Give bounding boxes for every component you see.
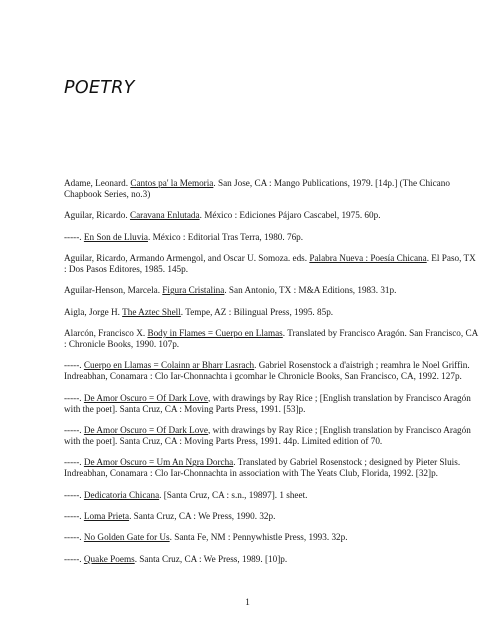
entry-author: -----.: [64, 511, 84, 522]
entry-author: Adame, Leonard.: [64, 178, 131, 188]
entry-title: Caravana Enlutada: [129, 210, 200, 221]
entry-details: . San Jose, CA : Mango Publications, 1979. [14p.] (The Chicano Chapbook Series, no.3): [64, 178, 450, 200]
entry-details: . Santa Cruz, CA : We Press, 1989. [10]p.: [134, 553, 288, 564]
entry-details: . Gabriel Rosenstock a d'aistrigh ; reamhra le Noel Griffin. Indreabhan, Conamara : Clo Iar-Chonnachta i gcomhar le Chronicle Books, San Francisco, CA, 1992. 127p.: [64, 360, 470, 382]
bibliography-entry: [64, 232, 480, 243]
section-heading: POETRY: [64, 78, 135, 98]
entry-title: The Aztec Shell: [122, 306, 181, 317]
entry-title: Body in Flames = Cuerpo en Llamas: [147, 327, 283, 338]
entry-title: Palabra Nueva : Poesía Chicana: [309, 252, 427, 263]
entry-title: Loma Prieta: [83, 511, 130, 522]
entry-title: Dedicatoria Chicana: [83, 489, 160, 500]
bibliography-entry: [64, 393, 480, 415]
entry-author: Alarcón, Francisco X.: [64, 327, 148, 338]
entry-author: -----.: [64, 425, 84, 435]
entry-title: Cantos pa' la Memoria: [130, 178, 214, 188]
entry-title: En Son de Lluvia: [83, 231, 148, 242]
bibliography-entry: [64, 253, 480, 275]
entry-details: . Translated by Francisco Aragón. San Francisco, CA : Chronicle Books, 1990. 107p.: [64, 327, 478, 349]
entry-title: Figura Cristalina: [162, 285, 225, 296]
bibliography-entry: [64, 490, 480, 501]
bibliography-entry: [64, 307, 480, 318]
entry-title: Cuerpo en Llamas = Colainn ar Bharr Lasrach: [83, 360, 255, 371]
bibliography-entry: [64, 532, 480, 543]
entry-title: Quake Poems: [83, 553, 135, 564]
entry-details: . México : Ediciones Pájaro Cascabel, 1975. 60p.: [199, 210, 381, 221]
entry-author: -----.: [64, 360, 84, 371]
entry-author: -----.: [64, 553, 84, 564]
bibliography-entry: [64, 178, 480, 200]
entry-title: De Amor Oscuro = Of Dark Love: [83, 425, 208, 435]
bibliography-list: [64, 178, 480, 575]
entry-author: -----.: [64, 392, 84, 403]
entry-details: . [Santa Cruz, CA : s.n., 19897]. 1 sheet.: [159, 489, 308, 500]
entry-details: , with drawings by Ray Rice ; [English translation by Francisco Aragón with the poet]. Santa Cruz, CA : Moving Parts Press, 1991. [53]p.: [64, 392, 471, 414]
entry-details: . Santa Fe, NM : Pennywhistle Press, 1993. 32p.: [169, 532, 348, 543]
entry-details: . Santa Cruz, CA : We Press, 1990. 32p.: [129, 511, 276, 522]
entry-author: Aguilar-Henson, Marcela.: [64, 285, 163, 296]
page-number: 1: [245, 598, 250, 608]
entry-details: . Tempe, AZ : Bilingual Press, 1995. 85p.: [180, 306, 334, 317]
entry-title: De Amor Oscuro = Um An Ngra Dorcha: [83, 457, 234, 468]
entry-details: . San Antonio, TX : M&A Editions, 1983. 31p.: [224, 285, 397, 296]
entry-author: -----.: [64, 489, 84, 500]
entry-author: -----.: [64, 231, 84, 242]
entry-author: Aguilar, Ricardo, Armando Armengol, and Oscar U. Somoza. eds.: [64, 252, 310, 263]
entry-details: . México : Editorial Tras Terra, 1980. 76p.: [147, 231, 304, 242]
bibliography-entry: [64, 511, 480, 522]
entry-author: -----.: [64, 457, 84, 468]
entry-author: Aigla, Jorge H.: [64, 306, 123, 317]
bibliography-entry: [64, 425, 480, 447]
entry-details: , with drawings by Ray Rice ; [English translation by Francisco Aragón with the poet]. Santa Cruz, CA : Moving Parts Press, 1991. 44p. Limited edition of 70.: [64, 425, 471, 447]
entry-author: -----.: [64, 532, 84, 543]
bibliography-entry: [64, 285, 480, 296]
bibliography-entry: [64, 328, 480, 350]
bibliography-entry: [64, 457, 480, 479]
bibliography-entry: [64, 210, 480, 221]
entry-author: Aguilar, Ricardo.: [64, 210, 130, 221]
entry-title: De Amor Oscuro = Of Dark Love: [83, 392, 208, 403]
entry-details: . Translated by Gabriel Rosenstock ; designed by Pieter Sluis. Indreabhan, Conamara : Clo Iar-Chonnachta in association with The Yeats Club, Florida, 1992. [32]p.: [64, 457, 461, 479]
bibliography-entry: [64, 360, 480, 382]
entry-details: . El Paso, TX : Dos Pasos Editores, 1985. 145p.: [64, 252, 476, 275]
entry-title: No Golden Gate for Us: [83, 532, 170, 543]
bibliography-entry: [64, 554, 480, 565]
